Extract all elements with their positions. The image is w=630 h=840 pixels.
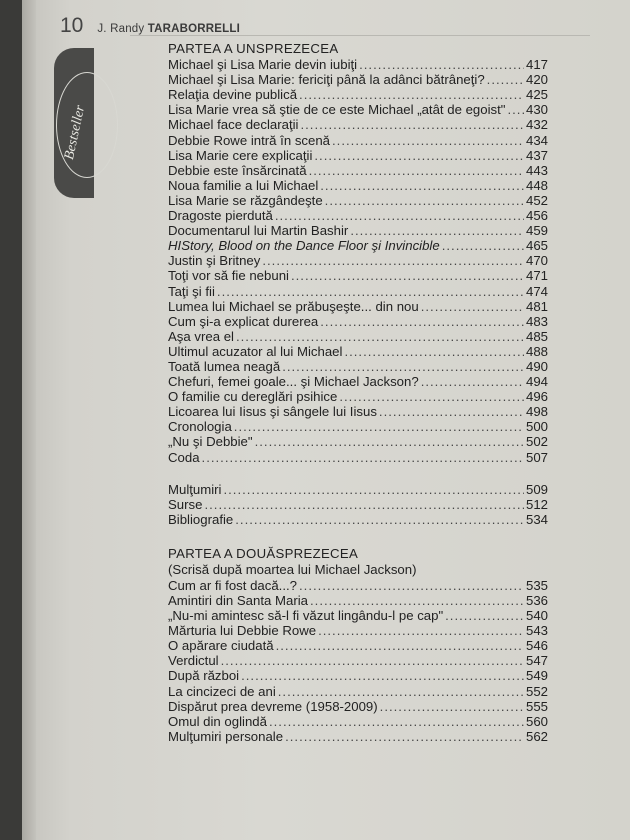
toc-entry-page: 509 — [525, 481, 548, 497]
toc-entry — [168, 638, 548, 653]
toc-entry-page: 448 — [525, 177, 548, 193]
toc-entry-page: 552 — [525, 683, 548, 699]
toc-entry-page: 490 — [525, 358, 548, 374]
toc-entry-page: 536 — [525, 593, 548, 608]
toc-entry-page: 535 — [525, 577, 548, 593]
toc-entry-page: 494 — [525, 374, 548, 390]
toc-leader-dots — [379, 404, 524, 419]
toc-entry-title: Amintiri din Santa Maria — [168, 593, 308, 608]
toc-entry-title: Lisa Marie se răzgândeşte — [168, 192, 323, 208]
toc-entry-page: 432 — [525, 117, 548, 133]
toc-entry — [168, 223, 548, 238]
toc-leader-dots — [507, 102, 524, 117]
toc-entry — [168, 299, 548, 314]
author-last: TARABORRELLI — [147, 23, 241, 35]
toc-leader-dots — [202, 450, 524, 465]
spacer — [168, 527, 548, 545]
toc-entry-title: Justin şi Britney — [168, 253, 261, 269]
page-number: 10 — [60, 14, 84, 37]
toc-leader-dots — [223, 482, 524, 497]
toc-entry — [168, 208, 548, 223]
toc-entry-page: 430 — [525, 102, 548, 118]
author-first: J. Randy — [97, 23, 145, 35]
table-of-contents — [168, 40, 548, 744]
toc-entry-page: 498 — [525, 404, 548, 420]
toc-entry-title: Aşa vrea el — [168, 328, 234, 344]
toc-entry-title: Toată lumea neagă — [168, 358, 281, 374]
toc-leader-dots — [276, 638, 524, 653]
toc-leader-dots — [314, 148, 524, 163]
toc-entry — [168, 683, 548, 698]
toc-entry — [168, 344, 548, 359]
toc-entry — [168, 668, 548, 683]
toc-entry — [168, 87, 548, 102]
toc-leader-dots — [320, 178, 524, 193]
toc-leader-dots — [421, 299, 524, 314]
toc-entry-page: 459 — [525, 223, 548, 239]
toc-entry — [168, 729, 548, 744]
toc-entry — [168, 329, 548, 344]
book-page — [22, 0, 630, 840]
badge-circle — [56, 72, 118, 178]
toc-entry-page: 437 — [525, 147, 548, 163]
toc-entry — [168, 57, 548, 72]
toc-entry — [168, 699, 548, 714]
toc-entry — [168, 434, 548, 449]
toc-entry-title: Debbie este însărcinată — [168, 162, 307, 178]
toc-entry-title: Cum ar fi fost dacă...? — [168, 577, 297, 593]
toc-entry-page: 488 — [525, 343, 548, 359]
toc-entry-title: Omul din oglindă — [168, 713, 267, 729]
part-11-title: PARTEA A UNSPREZECEA — [168, 41, 339, 56]
toc-leader-dots — [275, 208, 524, 223]
toc-entry — [168, 623, 548, 638]
toc-entry — [168, 102, 548, 117]
toc-entry — [168, 283, 548, 298]
toc-entry — [168, 117, 548, 132]
toc-entry-title: Michael şi Lisa Marie: fericiţi până la adânci bătrâneţi? — [168, 72, 485, 88]
author-name — [97, 23, 240, 35]
toc-entry — [168, 404, 548, 419]
toc-entry-title: Debbie Rowe intră în scenă — [168, 132, 331, 148]
toc-entry-page: 562 — [525, 728, 548, 744]
toc-entry-title: La cincizeci de ani — [168, 683, 276, 699]
toc-leader-dots — [320, 314, 524, 329]
toc-entry — [168, 512, 548, 527]
toc-leader-dots — [318, 623, 524, 638]
toc-leader-dots — [300, 117, 524, 132]
toc-entry-page: 540 — [525, 608, 548, 624]
toc-leader-dots — [325, 193, 524, 208]
toc-leader-dots — [359, 57, 524, 72]
toc-leader-dots — [339, 389, 524, 404]
toc-entry-page: 485 — [525, 328, 548, 344]
toc-entry-title: Chefuri, femei goale... şi Michael Jackson? — [168, 374, 419, 390]
toc-entry — [168, 374, 548, 389]
toc-leader-dots — [344, 344, 524, 359]
toc-entry-title: Dragoste pierdută — [168, 208, 273, 224]
toc-entry-page: 456 — [525, 208, 548, 224]
toc-leader-dots — [291, 268, 524, 283]
bestseller-badge — [54, 48, 94, 198]
toc-entry-page: 496 — [525, 389, 548, 405]
toc-entry-page: 443 — [525, 162, 548, 178]
toc-entry-title: Mulţumiri personale — [168, 728, 284, 744]
toc-leader-dots — [445, 608, 524, 623]
toc-entry-page: 483 — [525, 313, 548, 329]
toc-entry — [168, 419, 548, 434]
toc-entry — [168, 178, 548, 193]
toc-leader-dots — [269, 714, 524, 729]
header-rule — [130, 35, 590, 36]
toc-entry-title: Lisa Marie cere explicaţii — [168, 147, 313, 163]
toc-entry-title: Dispărut prea devreme (1958-2009) — [168, 698, 378, 714]
spacer — [168, 465, 548, 482]
toc-entry-title: „Nu-mi amintesc să-l fi văzut lingându-l pe cap" — [168, 608, 444, 624]
toc-entry-page: 547 — [525, 653, 548, 669]
toc-entry-title: Lisa Marie vrea să ştie de ce este Michael „atât de egoist" — [168, 102, 506, 118]
toc-entry — [168, 497, 548, 512]
toc-leader-dots — [204, 497, 524, 512]
toc-leader-dots — [217, 284, 524, 299]
toc-entry — [168, 253, 548, 268]
toc-leader-dots — [236, 329, 524, 344]
toc-entry-page: 555 — [525, 698, 548, 714]
toc-entry-title: Verdictul — [168, 653, 219, 669]
toc-entry-page: 465 — [525, 238, 548, 254]
toc-entry-title: Licoarea lui Iisus şi sângele lui Iisus — [168, 404, 377, 420]
part-12-entries — [168, 578, 548, 744]
toc-leader-dots — [332, 133, 524, 148]
toc-entry-title: O apărare ciudată — [168, 638, 274, 654]
toc-entry-title: HIStory, Blood on the Dance Floor şi Invincible — [168, 238, 440, 254]
toc-leader-dots — [255, 434, 524, 449]
toc-entry — [168, 389, 548, 404]
toc-entry-title: Michael şi Lisa Marie devin iubiţi — [168, 57, 358, 73]
toc-leader-dots — [278, 684, 524, 699]
toc-entry-title: După război — [168, 668, 240, 684]
toc-entry-page: 420 — [525, 72, 548, 88]
toc-entry-page: 502 — [525, 434, 548, 450]
toc-leader-dots — [235, 512, 524, 527]
toc-entry-page: 471 — [525, 268, 548, 284]
toc-leader-dots — [421, 374, 524, 389]
toc-entry-title: Noua familie a lui Michael — [168, 177, 319, 193]
toc-entry-page: 417 — [525, 57, 548, 73]
toc-leader-dots — [309, 163, 524, 178]
toc-entry — [168, 72, 548, 87]
toc-entry-page: 546 — [525, 638, 548, 654]
toc-entry-title: Surse — [168, 496, 203, 512]
toc-entry — [168, 653, 548, 668]
toc-entry-title: Toţi vor să fie nebuni — [168, 268, 289, 284]
toc-leader-dots — [299, 578, 524, 593]
toc-entry-title: Mărturia lui Debbie Rowe — [168, 623, 317, 639]
toc-entry-title: Mulţumiri — [168, 481, 222, 497]
toc-leader-dots — [310, 593, 524, 608]
toc-entry — [168, 238, 548, 253]
toc-entry-title: Relaţia devine publică — [168, 87, 298, 103]
toc-leader-dots — [221, 653, 524, 668]
toc-entry — [168, 578, 548, 593]
toc-entry-title: Cronologia — [168, 419, 232, 435]
toc-entry — [168, 359, 548, 374]
toc-entry — [168, 193, 548, 208]
toc-entry-page: 549 — [525, 668, 548, 684]
running-header — [60, 14, 240, 36]
toc-entry-page: 507 — [525, 449, 548, 465]
toc-leader-dots — [380, 699, 524, 714]
toc-entry — [168, 314, 548, 329]
badge-text: Bestseller — [62, 103, 89, 162]
toc-entry-title: Bibliografie — [168, 511, 234, 527]
toc-entry-page: 470 — [525, 253, 548, 269]
toc-entry-page: 512 — [525, 496, 548, 512]
page-gutter-shadow — [22, 0, 36, 840]
toc-entry-title: Documentarul lui Martin Bashir — [168, 223, 349, 239]
toc-leader-dots — [350, 223, 524, 238]
toc-entry-page: 452 — [525, 192, 548, 208]
toc-entry-page: 500 — [525, 419, 548, 435]
toc-leader-dots — [487, 72, 524, 87]
toc-entry — [168, 132, 548, 147]
part-11-entries — [168, 57, 548, 465]
toc-entry-page: 434 — [525, 132, 548, 148]
toc-entry — [168, 482, 548, 497]
toc-leader-dots — [234, 419, 524, 434]
part-12-title: PARTEA A DOUĂSPREZECEA — [168, 545, 359, 561]
toc-entry-title: O familie cu dereglări psihice — [168, 389, 338, 405]
part-12-subtitle: (Scrisă după moartea lui Michael Jackson) — [168, 561, 417, 577]
extras-entries — [168, 482, 548, 527]
toc-leader-dots — [442, 238, 524, 253]
toc-entry-title: Ultimul acuzator al lui Michael — [168, 343, 343, 359]
toc-entry — [168, 148, 548, 163]
toc-entry-title: Michael face declaraţii — [168, 117, 299, 133]
toc-leader-dots — [241, 668, 524, 683]
toc-entry-title: Taţi şi fii — [168, 283, 215, 299]
toc-leader-dots — [285, 729, 524, 744]
toc-entry — [168, 449, 548, 464]
toc-leader-dots — [299, 87, 524, 102]
toc-leader-dots — [282, 359, 524, 374]
toc-entry-page: 560 — [525, 713, 548, 729]
toc-entry — [168, 163, 548, 178]
toc-entry — [168, 608, 548, 623]
toc-entry-title: „Nu şi Debbie" — [168, 434, 253, 450]
toc-entry-title: Lumea lui Michael se prăbuşeşte... din nou — [168, 298, 419, 314]
toc-entry-page: 543 — [525, 623, 548, 639]
toc-entry-page: 534 — [525, 511, 548, 527]
toc-entry — [168, 268, 548, 283]
toc-entry-page: 481 — [525, 298, 548, 314]
toc-leader-dots — [262, 253, 524, 268]
toc-entry — [168, 714, 548, 729]
toc-entry-page: 425 — [525, 87, 548, 103]
toc-entry-page: 474 — [525, 283, 548, 299]
toc-entry — [168, 593, 548, 608]
toc-entry-title: Coda — [168, 449, 200, 465]
toc-entry-title: Cum şi-a explicat durerea — [168, 313, 319, 329]
